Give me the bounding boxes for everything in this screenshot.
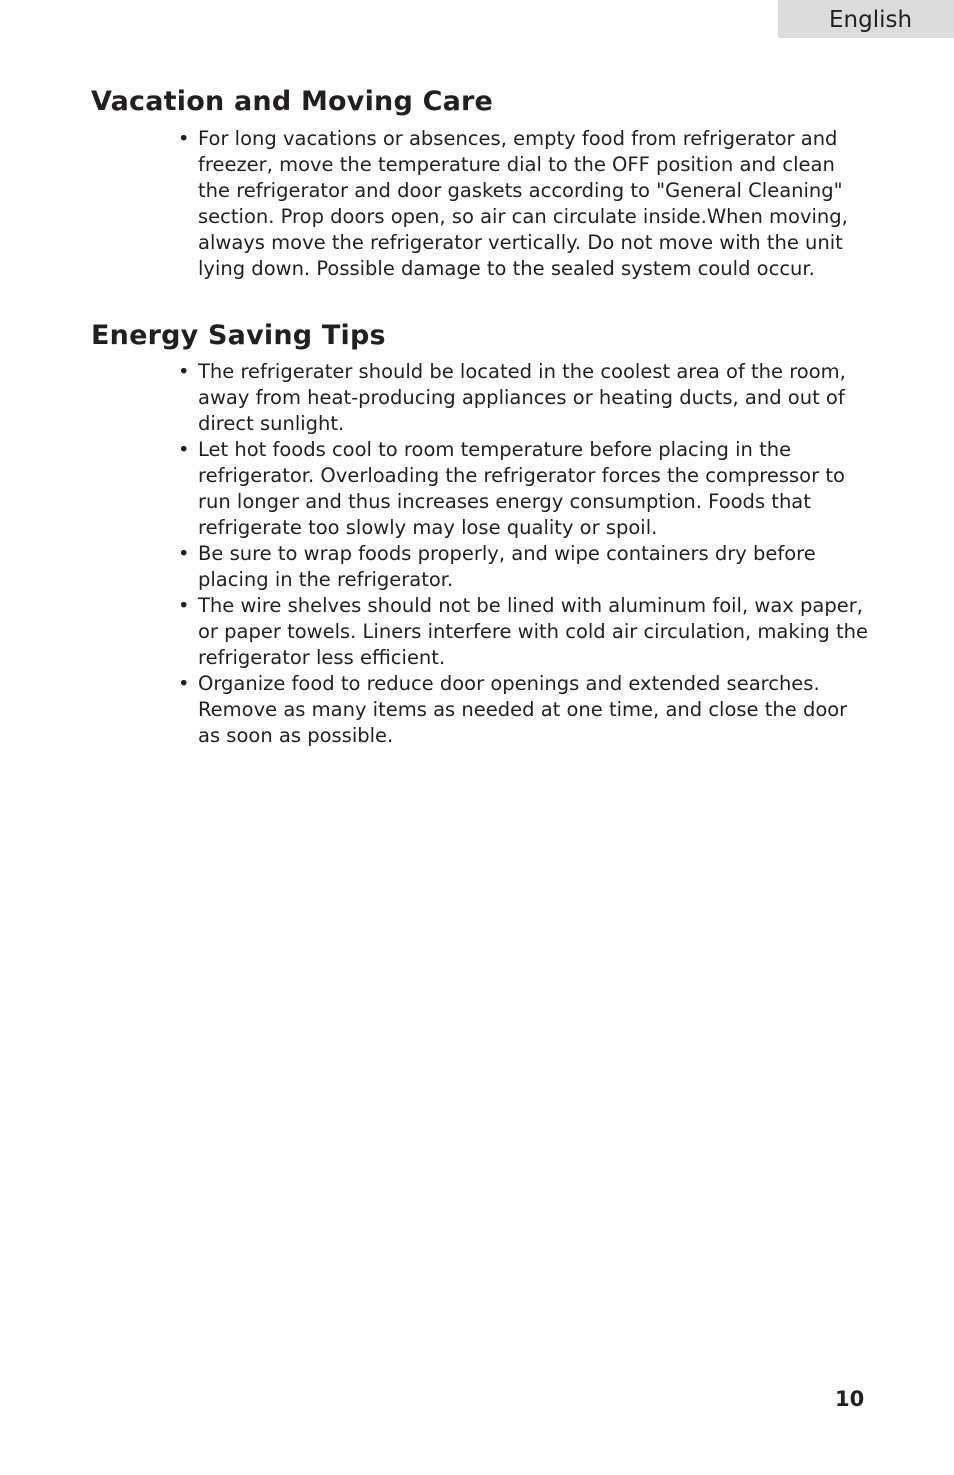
language-label: English (829, 7, 913, 33)
bullet-icon: • (178, 127, 190, 150)
list-item (178, 126, 868, 282)
list-item (178, 541, 868, 593)
list-item (178, 359, 868, 437)
vacation-list (178, 126, 868, 282)
bullet-icon: • (178, 360, 190, 383)
list-item-text: Be sure to wrap foods properly, and wipe containers dry before placing in the refrigerator. (198, 542, 816, 591)
list-item-text: Let hot foods cool to room temperature before placing in the refrigerator. Overloading the refrigerator forces the compressor to run longer and thus increases energy consumption. Foods that refrigerate too slowly may lose quality or spoil. (198, 438, 845, 539)
language-tab (778, 0, 954, 38)
energy-list (178, 359, 868, 749)
bullet-icon: • (178, 542, 190, 565)
list-item (178, 437, 868, 541)
list-item-text: Organize food to reduce door openings and extended searches. Remove as many items as needed at one time, and close the door as soon as possible. (198, 672, 848, 747)
page-number: 10 (835, 1387, 865, 1411)
list-item (178, 593, 868, 671)
section-title-energy: Energy Saving Tips (91, 320, 386, 351)
list-item-text: The refrigerater should be located in the coolest area of the room, away from heat-producing appliances or heating ducts, and out of direct sunlight. (198, 360, 846, 435)
bullet-icon: • (178, 672, 190, 695)
list-item (178, 671, 868, 749)
list-item-text: The wire shelves should not be lined with aluminum foil, wax paper, or paper towels. Liners interfere with cold air circulation, making the refrigerator less efficient. (198, 594, 868, 669)
bullet-icon: • (178, 594, 190, 617)
list-item-text: For long vacations or absences, empty food from refrigerator and freezer, move the temperature dial to the OFF position and clean the refrigerator and door gaskets according to "General Cleaning" section. Prop doors open, so air can circulate inside.When moving, always move the refrigerator vertically. Do not move with the unit lying down. Possible damage to the sealed system could occur. (198, 127, 848, 280)
bullet-icon: • (178, 438, 190, 461)
section-title-vacation: Vacation and Moving Care (91, 86, 494, 117)
